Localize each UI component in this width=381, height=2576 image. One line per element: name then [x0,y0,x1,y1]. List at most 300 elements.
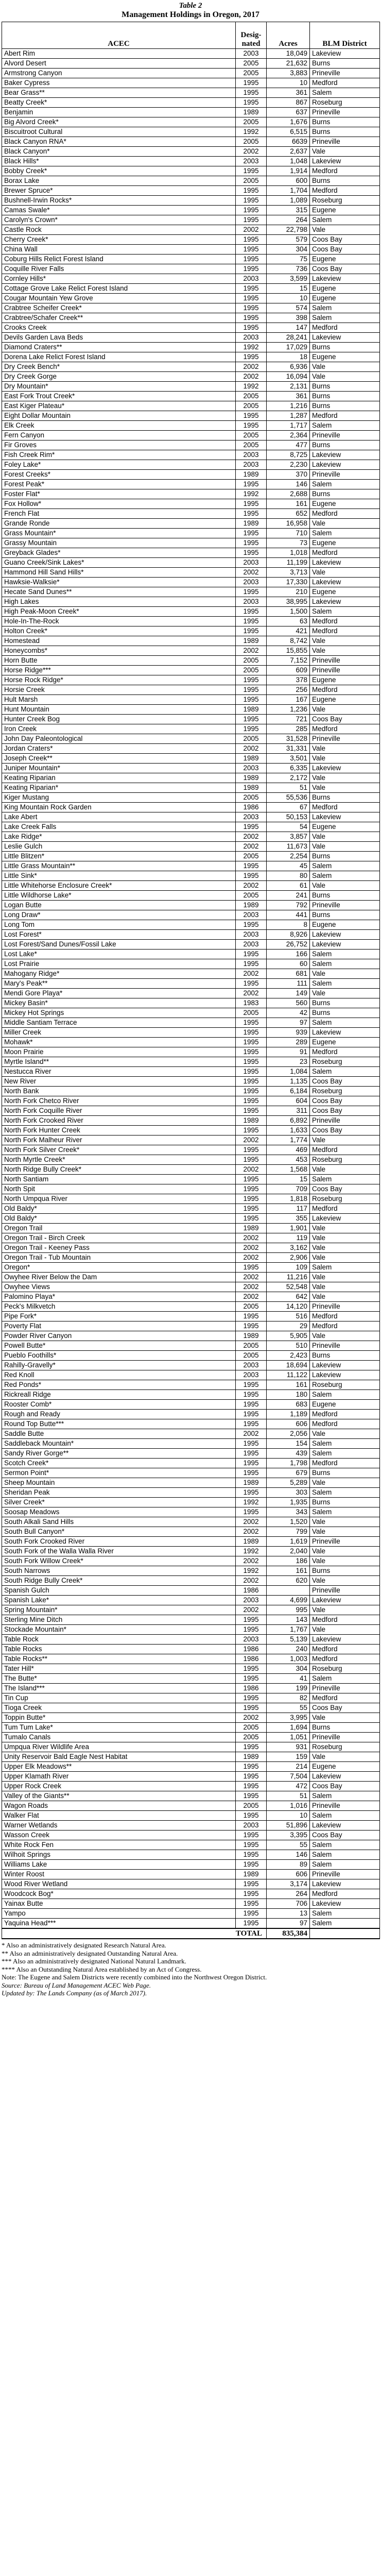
table-row [2,264,380,274]
office-cell: Roseburg [310,98,380,108]
office-cell: Roseburg [310,1664,380,1674]
table-row [2,1253,380,1263]
acres-cell: 55 [267,1840,310,1850]
designated-cell: 1995 [236,1664,267,1674]
table-row [2,1586,380,1596]
designated-cell: 2003 [236,49,267,59]
acec-cell: Foley Lake* [2,460,236,470]
acec-cell: Silver Creek* [2,1498,236,1507]
acres-cell: 304 [267,1664,310,1674]
designated-cell: 1995 [236,675,267,685]
designated-cell: 2002 [236,832,267,842]
acec-cell: North Umpqua River [2,1194,236,1204]
designated-cell: 1995 [236,1390,267,1400]
office-cell: Eugene [310,284,380,294]
acec-cell: Alvord Desert [2,59,236,69]
acres-cell: 10 [267,294,310,303]
acec-cell: Tumalo Canals [2,1733,236,1742]
office-cell: Burns [310,1723,380,1733]
acec-cell: Unity Reservoir Bald Eagle Nest Habitat [2,1752,236,1762]
office-cell: Lakeview [310,460,380,470]
acec-cell: Table Rock [2,1635,236,1645]
office-cell: Salem [310,303,380,313]
acres-cell: 10 [267,78,310,88]
designated-cell: 1995 [236,1909,267,1919]
office-cell: Vale [310,1527,380,1537]
office-cell: Vale [310,754,380,764]
header-acec: ACEC [2,22,236,49]
office-cell: Vale [310,989,380,998]
office-cell: Salem [310,1439,380,1449]
table-row [2,773,380,783]
acres-cell: 679 [267,1468,310,1478]
table-row [2,636,380,646]
designated-cell: 2003 [236,1821,267,1831]
designated-cell: 1989 [236,470,267,480]
table-row [2,255,380,264]
acec-cell: South Fork Crooked River [2,1537,236,1547]
acres-cell: 199 [267,1684,310,1693]
table-row [2,98,380,108]
designated-cell: 1995 [236,1126,267,1136]
acec-cell: Biscuitroot Cultural [2,127,236,137]
acec-cell: Horn Butte [2,656,236,666]
table-row [2,930,380,940]
acec-cell: Little Blitzen* [2,852,236,861]
acres-cell: 29 [267,1321,310,1331]
designated-cell: 1995 [236,1831,267,1840]
table-row [2,1870,380,1879]
designated-cell: 1995 [236,950,267,959]
designated-cell: 2005 [236,852,267,861]
acres-cell: 439 [267,1449,310,1459]
table-row [2,1645,380,1654]
designated-cell: 1995 [236,313,267,323]
acres-cell: 11,673 [267,842,310,852]
office-cell: Vale [310,1331,380,1341]
office-cell: Burns [310,382,380,392]
office-cell: Coos Bay [310,245,380,255]
office-cell: Salem [310,950,380,959]
office-cell: Medford [310,1693,380,1703]
office-cell: Burns [310,852,380,861]
acres-cell: 792 [267,901,310,910]
designated-cell: 1995 [236,1400,267,1410]
office-cell: Vale [310,519,380,529]
designated-cell: 1995 [236,294,267,303]
designated-cell: 1995 [236,822,267,832]
designated-cell: 1995 [236,166,267,176]
designated-cell: 1995 [236,1791,267,1801]
table-row [2,176,380,186]
acec-cell: Oregon Trail - Birch Creek [2,1233,236,1243]
office-cell: Roseburg [310,1087,380,1096]
acec-cell: Beatty Creek* [2,98,236,108]
acres-cell: 1,774 [267,1136,310,1145]
office-cell: Lakeview [310,558,380,568]
table-row [2,1654,380,1664]
office-cell: Salem [310,1674,380,1684]
designated-cell: 1995 [236,1077,267,1087]
office-cell: Prineville [310,1684,380,1693]
acres-cell: 6,335 [267,764,310,773]
office-cell: Vale [310,832,380,842]
table-row [2,1224,380,1233]
acec-cell: Spanish Lake* [2,1596,236,1605]
designated-cell: 1995 [236,715,267,724]
acec-cell: Crooks Creek [2,323,236,333]
designated-cell: 1995 [236,1106,267,1116]
acec-cell: Bear Grass** [2,88,236,98]
designated-cell: 1995 [236,1840,267,1850]
table-row [2,303,380,313]
acec-cell: Peck's Milkvetch [2,1302,236,1312]
designated-cell: 2005 [236,666,267,675]
table-row [2,519,380,529]
acres-cell: 469 [267,1145,310,1155]
acec-cell: Diamond Craters** [2,343,236,352]
table-row [2,548,380,558]
office-cell: Vale [310,225,380,235]
table-row [2,852,380,861]
table-row [2,959,380,969]
updated-by-line: Updated by: The Lands Company (as of March 2017). [2,1989,147,1997]
designated-cell: 2003 [236,1596,267,1605]
office-cell: Medford [310,1459,380,1468]
designated-cell: 2005 [236,69,267,78]
acres-cell: 600 [267,176,310,186]
table-row [2,157,380,166]
acec-cell: Armstrong Canyon [2,69,236,78]
table-row [2,1361,380,1370]
designated-cell: 2005 [236,1733,267,1742]
table-row [2,744,380,754]
designated-cell: 1989 [236,1224,267,1233]
table-row [2,724,380,734]
table-row [2,1811,380,1821]
designated-cell: 2002 [236,362,267,372]
acres-cell: 477 [267,440,310,450]
office-cell: Salem [310,1840,380,1850]
acres-cell: 361 [267,392,310,401]
table-row [2,685,380,695]
acres-cell: 441 [267,910,310,920]
acec-cell: Greyback Glades* [2,548,236,558]
acres-cell: 303 [267,1488,310,1498]
table-row [2,940,380,950]
designated-cell: 1995 [236,411,267,421]
acec-cell: Borax Lake [2,176,236,186]
acres-cell: 361 [267,88,310,98]
office-cell: Medford [310,1145,380,1155]
acec-cell: Rough and Ready [2,1410,236,1419]
acec-cell: Bobby Creek* [2,166,236,176]
acec-cell: Brewer Spruce* [2,186,236,196]
office-cell: Medford [310,166,380,176]
acres-cell: 867 [267,98,310,108]
acec-cell: Carolyn's Crown* [2,215,236,225]
office-cell: Vale [310,1136,380,1145]
designated-cell: 1995 [236,1067,267,1077]
designated-cell: 1989 [236,705,267,715]
designated-cell: 1995 [236,1811,267,1821]
acec-cell: North Fork Coquille River [2,1106,236,1116]
table-row [2,558,380,568]
table-row [2,822,380,832]
office-cell: Salem [310,88,380,98]
acres-cell: 2,254 [267,852,310,861]
table-row [2,587,380,597]
designated-cell: 1995 [236,1263,267,1273]
designated-cell: 2002 [236,646,267,656]
table-row [2,186,380,196]
designated-cell: 1995 [236,1693,267,1703]
designated-cell: 1995 [236,78,267,88]
acres-cell: 1,016 [267,1801,310,1811]
designated-cell: 1995 [236,959,267,969]
office-cell: Lakeview [310,597,380,607]
acec-cell: Wasson Creek [2,1831,236,1840]
designated-cell: 2002 [236,1527,267,1537]
table-row [2,460,380,470]
designated-cell: 1995 [236,871,267,881]
table-row [2,352,380,362]
table-row [2,646,380,656]
office-cell: Coos Bay [310,1126,380,1136]
table-row [2,1703,380,1713]
acec-cell: Rickreall Ridge [2,1390,236,1400]
designated-cell: 1989 [236,1752,267,1762]
acres-cell: 26,752 [267,940,310,950]
acec-cell: Spanish Gulch [2,1586,236,1596]
designated-cell: 2005 [236,891,267,901]
acres-cell: 51,896 [267,1821,310,1831]
table-row [2,656,380,666]
office-cell: Burns [310,1498,380,1507]
designated-cell: 1995 [236,1488,267,1498]
table-row [2,764,380,773]
designated-cell: 1983 [236,998,267,1008]
office-cell: Burns [310,127,380,137]
designated-cell: 1995 [236,1919,267,1929]
designated-cell: 1995 [236,920,267,930]
acec-cell: Old Baldy* [2,1214,236,1224]
office-cell: Vale [310,1429,380,1439]
acres-cell: 343 [267,1507,310,1517]
acres-cell: 240 [267,1645,310,1654]
acres-cell: 1,018 [267,548,310,558]
table-row [2,1116,380,1126]
office-cell: Medford [310,724,380,734]
acec-cell: Sheridan Peak [2,1488,236,1498]
table-row [2,59,380,69]
acres-cell: 1,216 [267,401,310,411]
acec-cell: Little Sink* [2,871,236,881]
table-row [2,1713,380,1723]
acec-cell: Tin Cup [2,1693,236,1703]
designated-cell: 1995 [236,303,267,313]
acec-cell: Mohawk* [2,1038,236,1047]
office-cell: Lakeview [310,1635,380,1645]
table-row [2,754,380,764]
designated-cell: 1995 [236,979,267,989]
acec-cell: Mahogany Ridge* [2,969,236,979]
acec-cell: Powder River Canyon [2,1331,236,1341]
table-row [2,832,380,842]
table-row [2,1576,380,1586]
acec-cell: North Myrtle Creek* [2,1155,236,1165]
office-cell: Lakeview [310,1821,380,1831]
table-row [2,861,380,871]
office-cell: Prineville [310,1586,380,1596]
designated-cell: 1995 [236,480,267,489]
table-row [2,1126,380,1136]
designated-cell: 1986 [236,1586,267,1596]
designated-cell: 1989 [236,783,267,793]
acres-cell: 1,500 [267,607,310,617]
acec-cell: Big Alvord Creek* [2,117,236,127]
office-cell: Burns [310,891,380,901]
acec-cell: Yampo [2,1909,236,1919]
designated-cell: 2005 [236,440,267,450]
acec-cell: Lost Lake* [2,950,236,959]
acres-cell: 2,131 [267,382,310,392]
acec-cell: Cottage Grove Lake Relict Forest Island [2,284,236,294]
acres-cell: 421 [267,626,310,636]
office-cell: Eugene [310,206,380,215]
designated-cell: 1995 [236,499,267,509]
designated-cell: 2002 [236,744,267,754]
acres-cell: 604 [267,1096,310,1106]
table-row [2,529,380,538]
designated-cell: 2003 [236,558,267,568]
table-row [2,1821,380,1831]
table-row [2,401,380,411]
acres-cell: 2,637 [267,147,310,157]
acres-cell: 995 [267,1605,310,1615]
acec-cell: East Kiger Plateau* [2,401,236,411]
designated-cell: 2005 [236,137,267,147]
office-cell: Vale [310,646,380,656]
office-cell: Salem [310,979,380,989]
office-cell: Prineville [310,1870,380,1879]
designated-cell: 2005 [236,392,267,401]
designated-cell: 1995 [236,1018,267,1028]
designated-cell: 1989 [236,754,267,764]
designated-cell: 1995 [236,529,267,538]
office-cell: Burns [310,343,380,352]
table-row [2,1850,380,1860]
designated-cell: 2002 [236,1713,267,1723]
office-cell: Roseburg [310,1742,380,1752]
acec-cell: Eight Dollar Mountain [2,411,236,421]
table-row [2,313,380,323]
acec-cell: Leslie Gulch [2,842,236,852]
office-cell: Medford [310,626,380,636]
designated-cell: 1995 [236,1625,267,1635]
designated-cell: 1995 [236,548,267,558]
acec-cell: High Peak-Moon Creek* [2,607,236,617]
designated-cell: 2005 [236,793,267,803]
designated-cell: 2003 [236,764,267,773]
acres-cell: 355 [267,1214,310,1224]
office-cell: Salem [310,1811,380,1821]
table-notes [2,1941,379,1997]
table-row [2,1057,380,1067]
acres-cell: 63 [267,617,310,626]
acec-cell: China Wall [2,245,236,255]
designated-cell: 2005 [236,117,267,127]
acec-cell: Keating Riparian [2,773,236,783]
acec-cell: South Fork of the Walla Walla River [2,1547,236,1556]
acres-cell: 1,767 [267,1625,310,1635]
acres-cell: 1,676 [267,117,310,127]
office-cell: Burns [310,1008,380,1018]
designated-cell: 1989 [236,636,267,646]
acres-cell: 97 [267,1018,310,1028]
office-cell: Prineville [310,1801,380,1811]
office-cell: Eugene [310,695,380,705]
designated-cell: 1995 [236,1312,267,1321]
table-row [2,1214,380,1224]
acec-cell: Myrtle Island** [2,1057,236,1067]
designated-cell: 1995 [236,245,267,255]
acec-cell: Little Wildhorse Lake* [2,891,236,901]
acres-cell: 1,003 [267,1654,310,1664]
designated-cell: 1995 [236,587,267,597]
acec-cell: North Fork Crooked River [2,1116,236,1126]
table-row [2,1302,380,1312]
acres-cell: 3,995 [267,1713,310,1723]
designated-cell: 1989 [236,519,267,529]
designated-cell: 1989 [236,901,267,910]
table-row [2,392,380,401]
office-cell: Salem [310,1018,380,1028]
table-row [2,715,380,724]
table-row [2,1742,380,1752]
office-cell: Medford [310,1204,380,1214]
office-cell: Salem [310,529,380,538]
table-row [2,1674,380,1684]
designated-cell: 1995 [236,1762,267,1772]
acec-cell: Upper Rock Creek [2,1782,236,1791]
acec-cell: White Rock Fen [2,1840,236,1850]
acec-cell: Grande Ronde [2,519,236,529]
designated-cell: 2002 [236,1243,267,1253]
acec-cell: North Spit [2,1184,236,1194]
table-row [2,1233,380,1243]
acres-cell: 23 [267,1057,310,1067]
acres-cell: 398 [267,313,310,323]
acec-cell: Little Grass Mountain** [2,861,236,871]
designated-cell: 1992 [236,489,267,499]
acec-cell: Coburg Hills Relict Forest Island [2,255,236,264]
office-cell: Prineville [310,666,380,675]
acres-cell: 5,905 [267,1331,310,1341]
acec-cell: Dry Creek Gorge [2,372,236,382]
note-line: * Also an administratively designated Research Natural Area. [2,1941,166,1949]
acec-cell: Oregon Trail [2,1224,236,1233]
office-cell: Prineville [310,734,380,744]
total-row [2,1928,380,1939]
acres-cell: 3,857 [267,832,310,842]
note-line: **** Also an Outstanding Natural Area established by an Act of Congress. [2,1965,202,1973]
acec-cell: Upper Klamath River [2,1772,236,1782]
acec-cell: Dry Creek Bench* [2,362,236,372]
designated-cell: 2003 [236,274,267,284]
office-cell: Vale [310,1273,380,1282]
acres-cell: 73 [267,538,310,548]
